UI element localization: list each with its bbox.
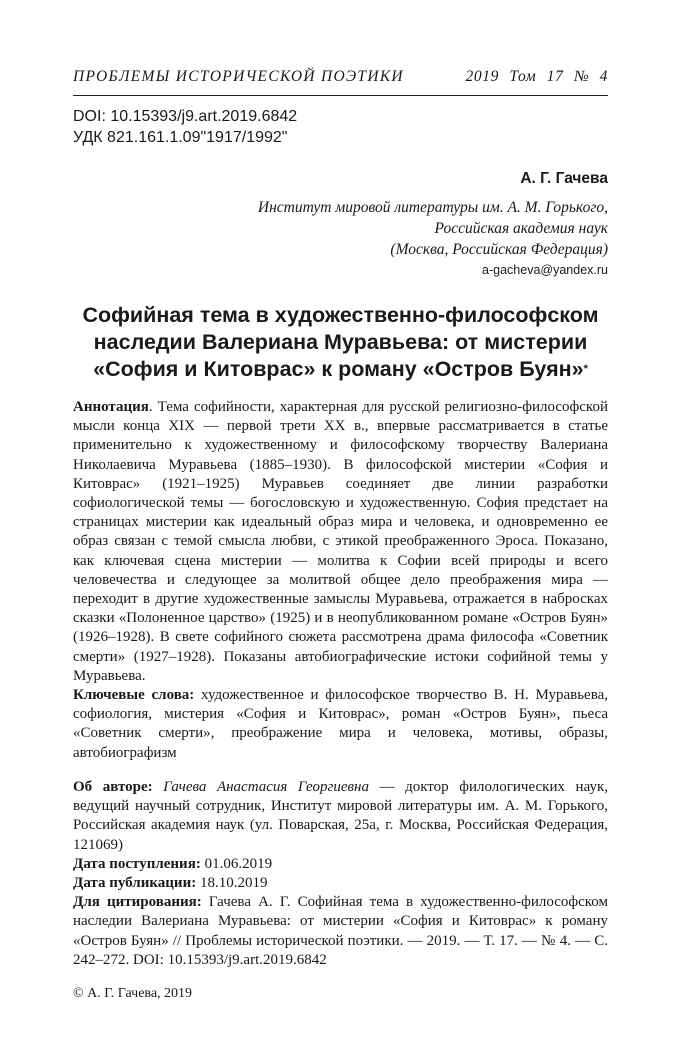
received-date xyxy=(73,855,608,874)
about-author-label: Об авторе: xyxy=(73,779,153,795)
abstract-text: . Тема софийности, характерная для русской религиозно-философской мысли конца XIX — первой трети XX в., впервые рассматривается в статье применительно к художественному и философскому творчеству Валериана Николаевича Муравьева (1885–1930). В философской мистерии «София и Китоврас» (1921–1925) Муравьев соединяет две линии разработки софиологической темы — богословскую и художественную. София предстает на страницах мистерии как идеальный образ мира и человека, и одновременно ее образ связан с темой смысла любви, с этикой преображенного Эроса. Показано, как ключевая сцена мистерии — молитва к Софии всей природы и всего человечества и следующее за молитвой общее дело преображения мира — переходит в другие художественные замыслы Муравьева, отражается в набросках сказки «Полоненное царство» (1925) и в неопубликованном романе «Остров Буян» (1926–1928). В свете софийного сюжета рассмотрена драма философа «Советник смерти» (1927–1928). Показаны автобиографические истоки софийной темы у Муравьева. xyxy=(73,399,608,684)
received-label: Дата поступления: xyxy=(73,855,201,872)
author-email[interactable]: a-gacheva@yandex.ru xyxy=(482,263,608,277)
affiliation-line: Российская академия наук xyxy=(434,220,608,237)
published-label: Дата публикации: xyxy=(73,875,197,892)
doi[interactable]: DOI: 10.15393/j9.art.2019.6842 xyxy=(73,108,298,125)
article-title xyxy=(73,302,608,383)
header-rule xyxy=(73,95,608,96)
abstract-label: Аннотация xyxy=(73,399,149,415)
affiliation-line: Институт мировой литературы им. А. М. Горького, xyxy=(257,199,608,216)
author-name: А. Г. Гачева xyxy=(520,170,608,187)
received-value: 01.06.2019 xyxy=(200,855,273,872)
about-author xyxy=(73,778,608,855)
identifiers xyxy=(73,106,297,148)
published-date xyxy=(73,874,608,893)
abstract-section xyxy=(73,398,608,763)
journal-title: ПРОБЛЕМЫ ИСТОРИЧЕСКОЙ ПОЭТИКИ xyxy=(73,68,404,85)
article-title-text: Софийная тема в художественно-философском наследии Валериана Муравьева: от мистерии «София и Китоврас» к роману «Остров Буян» xyxy=(82,303,599,381)
issue-info: 2019 Том 17 № 4 xyxy=(465,68,608,85)
about-author-name: Гачева Анастасия Георгиевна xyxy=(152,779,369,795)
abstract xyxy=(73,398,608,686)
citation-text: Гачева А. Г. Софийная тема в художественно-философском наследии Валериана Муравьева: от мистерии «София и Китоврас» к роману «Остров Буян» // Проблемы исторической поэтики. — 2019. — Т. 17. — № 4. — С. 242–272. DOI: 10.15393/j9.art.2019.6842 xyxy=(73,894,608,968)
keywords-text: художественное и философское творчество В. Н. Муравьева, софиология, мистерия «София и Китоврас», роман «Остров Буян», пьеса «Советник смерти», преображение мира и человека, мотивы, образы, автобиографизм xyxy=(73,687,608,761)
author-block xyxy=(258,168,608,281)
udc: УДК 821.161.1.09"1917/1992" xyxy=(73,129,288,146)
about-author-text: — доктор филологических наук, ведущий научный сотрудник, Институт мировой литературы им. А. М. Горького, Российская академия наук (ул. Поварская, 25а, г. Москва, Российская Федерация, 121069) xyxy=(73,779,609,853)
footnote-mark[interactable]: * xyxy=(583,363,588,375)
running-head xyxy=(73,68,608,90)
article-meta xyxy=(73,778,608,970)
keywords-label: Ключевые слова: xyxy=(73,687,195,704)
keywords xyxy=(73,686,608,763)
copyright: © А. Г. Гачева, 2019 xyxy=(73,986,193,1001)
citation xyxy=(73,893,608,970)
citation-label: Для цитирования: xyxy=(73,894,202,911)
published-value: 18.10.2019 xyxy=(196,875,268,892)
affiliation-location: (Москва, Российская Федерация) xyxy=(390,241,608,258)
